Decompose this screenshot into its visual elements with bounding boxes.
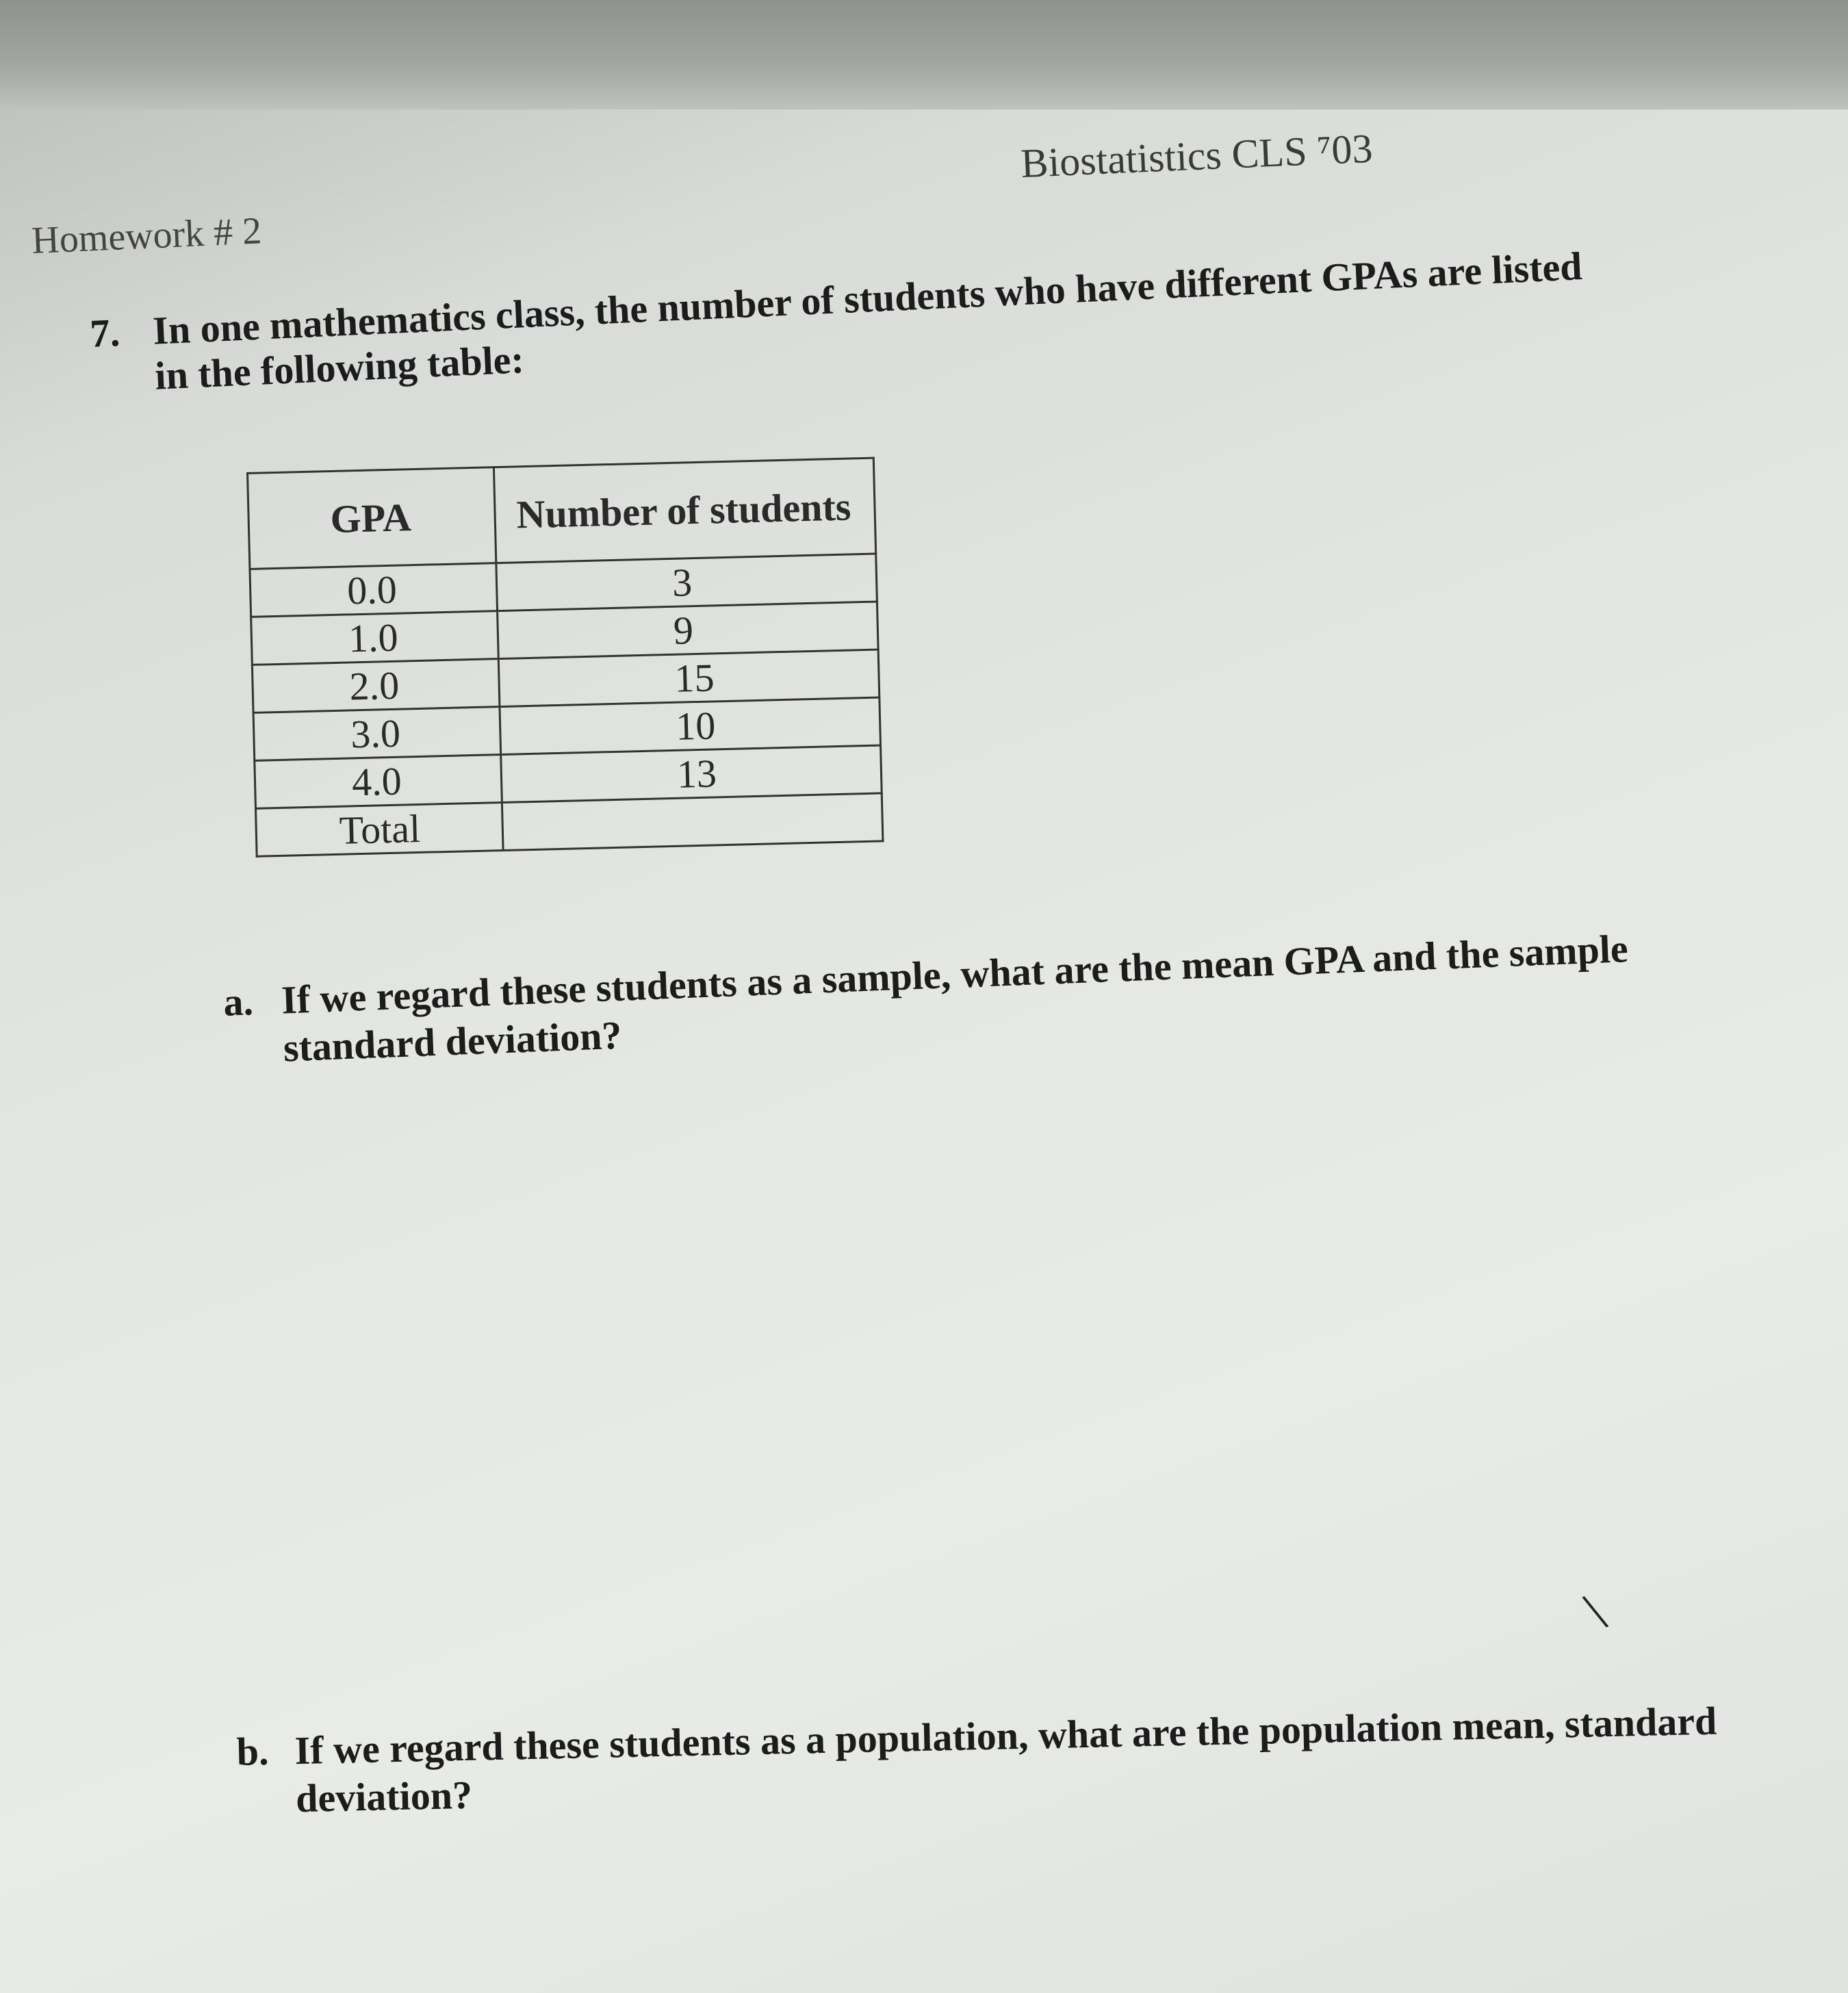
cell-gpa: 2.0 — [252, 659, 500, 713]
part-a-text: If we regard these students as a sample, what are the mean GPA and the sample standard deviation? — [281, 926, 1629, 1070]
cell-gpa: 1.0 — [251, 611, 499, 665]
part-a-label: a. — [222, 979, 255, 1025]
homework-title: Homework # 2 — [31, 209, 263, 262]
cell-count: 9 — [498, 602, 879, 659]
header-gpa: GPA — [248, 467, 496, 569]
gpa-table-wrapper — [246, 457, 884, 858]
cell-total-value — [502, 793, 883, 851]
cell-gpa: 3.0 — [253, 707, 501, 761]
header-number-of-students: Number of students — [493, 458, 875, 563]
part-a — [222, 923, 1663, 1075]
cell-count: 15 — [498, 650, 880, 707]
part-b-label: b. — [236, 1729, 270, 1774]
question-number: 7. — [89, 310, 121, 356]
part-b — [236, 1697, 1743, 1824]
cell-gpa: 4.0 — [255, 755, 502, 809]
pen-mark: \ — [1578, 1580, 1613, 1643]
part-b-text: If we regard these students as a population, what are the population mean, standard deviation? — [294, 1698, 1717, 1821]
gpa-table — [246, 457, 884, 858]
cell-count: 13 — [501, 745, 882, 803]
cell-count: 10 — [500, 697, 881, 755]
course-title: Biostatistics CLS ⁷03 — [1020, 125, 1374, 186]
cell-gpa: 0.0 — [250, 563, 498, 617]
question-7 — [89, 242, 1632, 402]
question-text: In one mathematics class, the number of students who have different GPAs are listed in the following table: — [151, 244, 1583, 398]
table-header-row — [248, 458, 876, 569]
cell-count: 3 — [496, 554, 877, 611]
cell-total-label: Total — [256, 803, 504, 857]
